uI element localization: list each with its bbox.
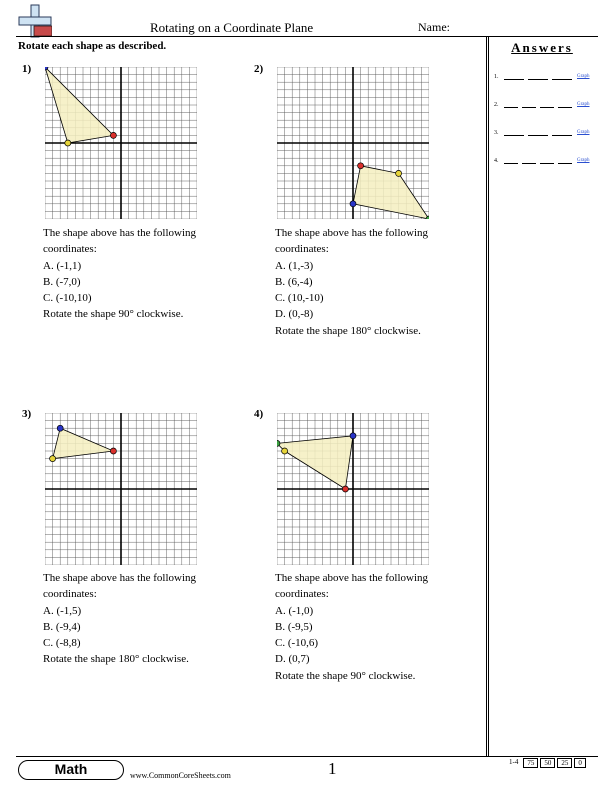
- vertex-point-b: [65, 140, 71, 146]
- vertex-point-a: [110, 448, 116, 454]
- graph-link[interactable]: Graph: [577, 130, 590, 135]
- problem-1-intro: The shape above has the following: [43, 227, 197, 239]
- vertex-point-b: [50, 456, 56, 462]
- answer-number: 1.: [494, 74, 499, 80]
- vertex-point-d: [350, 201, 356, 207]
- problem-2-coord-c: C. (10,-10): [275, 292, 324, 305]
- graph-link[interactable]: Graph: [577, 158, 590, 163]
- problem-4-graph: [277, 413, 429, 565]
- score-key: [504, 758, 586, 768]
- graph-link[interactable]: Graph: [577, 74, 590, 79]
- plus-logo-icon: [18, 4, 52, 38]
- problem-4-instruction: Rotate the shape 90° clockwise.: [275, 669, 416, 682]
- problem-4-number: 4): [254, 408, 264, 420]
- page-number: 1: [328, 759, 337, 778]
- answer-blank[interactable]: [552, 79, 572, 80]
- problem-4-coord-b: B. (-9,5): [275, 620, 313, 633]
- problem-4-coord-d: D. (0,7): [275, 653, 310, 666]
- problem-2-graph: [277, 67, 429, 219]
- problem-2-number: 2): [254, 63, 264, 75]
- problem-4-text: [275, 570, 475, 684]
- score-cell: 75: [523, 758, 538, 768]
- problem-3-coord-c: C. (-8,8): [43, 637, 81, 650]
- answers-column: [486, 36, 598, 756]
- answer-line-1: [494, 72, 594, 84]
- problem-1-graph: [45, 67, 197, 219]
- vertex-point-d: [350, 433, 356, 439]
- problem-2-coord-a: A. (1,-3): [275, 259, 314, 272]
- vertex-point-a: [358, 163, 364, 169]
- answer-number: 3.: [494, 130, 499, 136]
- problem-2-intro-cont: coordinates:: [275, 243, 329, 256]
- answer-blank[interactable]: [552, 135, 572, 136]
- answer-line-2: [494, 100, 594, 112]
- answer-number: 4.: [494, 158, 499, 164]
- score-cell: 25: [557, 758, 572, 768]
- graph-link[interactable]: Graph: [577, 102, 590, 107]
- problem-1-intro-cont: coordinates:: [43, 243, 97, 256]
- answer-blank[interactable]: [504, 163, 518, 164]
- problem-4-coord-a: A. (-1,0): [275, 604, 314, 617]
- score-cell: 0: [574, 758, 586, 768]
- answer-blank[interactable]: [504, 79, 524, 80]
- problem-2-coord-d: D. (0,-8): [275, 308, 314, 321]
- problem-1-coord-c: C. (-10,10): [43, 292, 92, 305]
- problem-2-coord-b: B. (6,-4): [275, 275, 313, 288]
- problem-2-intro: The shape above has the following: [275, 227, 429, 239]
- problem-4-coord-c: C. (-10,6): [275, 637, 319, 650]
- answer-blank[interactable]: [540, 163, 554, 164]
- page-title: Rotating on a Coordinate Plane: [150, 20, 314, 35]
- problem-1-number: 1): [22, 63, 32, 75]
- subject-badge: Math: [18, 760, 124, 780]
- answer-blank[interactable]: [504, 135, 524, 136]
- problem-3-coord-b: B. (-9,4): [43, 620, 81, 633]
- problem-3-intro: The shape above has the following: [43, 572, 197, 584]
- worksheet-instructions: Rotate each shape as described.: [18, 40, 167, 52]
- answer-blank[interactable]: [558, 107, 572, 108]
- problem-3-text: [43, 570, 243, 668]
- problem-3-instruction: Rotate the shape 180° clockwise.: [43, 653, 189, 666]
- answer-blank[interactable]: [522, 107, 536, 108]
- problem-4-intro-cont: coordinates:: [275, 588, 329, 601]
- problem-1-coord-a: A. (-1,1): [43, 259, 82, 272]
- vertex-point-a: [342, 486, 348, 492]
- answer-number: 2.: [494, 102, 499, 108]
- answer-blank[interactable]: [558, 163, 572, 164]
- problem-1-instruction: Rotate the shape 90° clockwise.: [43, 308, 184, 321]
- problem-1-coord-b: B. (-7,0): [43, 275, 81, 288]
- answer-blank[interactable]: [504, 107, 518, 108]
- score-range: 1-4: [509, 758, 519, 766]
- problem-1-text: [43, 225, 243, 323]
- vertex-point-c: [277, 440, 280, 446]
- problem-3-graph: [45, 413, 197, 565]
- site-url: www.CommonCoreSheets.com: [130, 771, 231, 780]
- problem-2-instruction: Rotate the shape 180° clockwise.: [275, 324, 421, 337]
- vertex-point-c: [57, 425, 63, 431]
- footer-divider: [16, 756, 598, 757]
- answer-blank[interactable]: [540, 107, 554, 108]
- vertex-point-b: [282, 448, 288, 454]
- problem-3-coord-a: A. (-1,5): [43, 604, 82, 617]
- answer-line-3: [494, 128, 594, 140]
- problem-3-intro-cont: coordinates:: [43, 588, 97, 601]
- problem-2-text: [275, 225, 475, 339]
- answer-line-4: [494, 156, 594, 168]
- vertex-point-b: [396, 170, 402, 176]
- vertex-point-a: [110, 132, 116, 138]
- answer-blank[interactable]: [528, 79, 548, 80]
- name-label: Name:: [418, 20, 450, 34]
- problem-3-number: 3): [22, 408, 32, 420]
- score-cell: 50: [540, 758, 555, 768]
- problem-4-intro: The shape above has the following: [275, 572, 429, 584]
- shape: [353, 166, 429, 219]
- answer-blank[interactable]: [528, 135, 548, 136]
- answer-blank[interactable]: [522, 163, 536, 164]
- answers-title: Answers: [511, 40, 573, 55]
